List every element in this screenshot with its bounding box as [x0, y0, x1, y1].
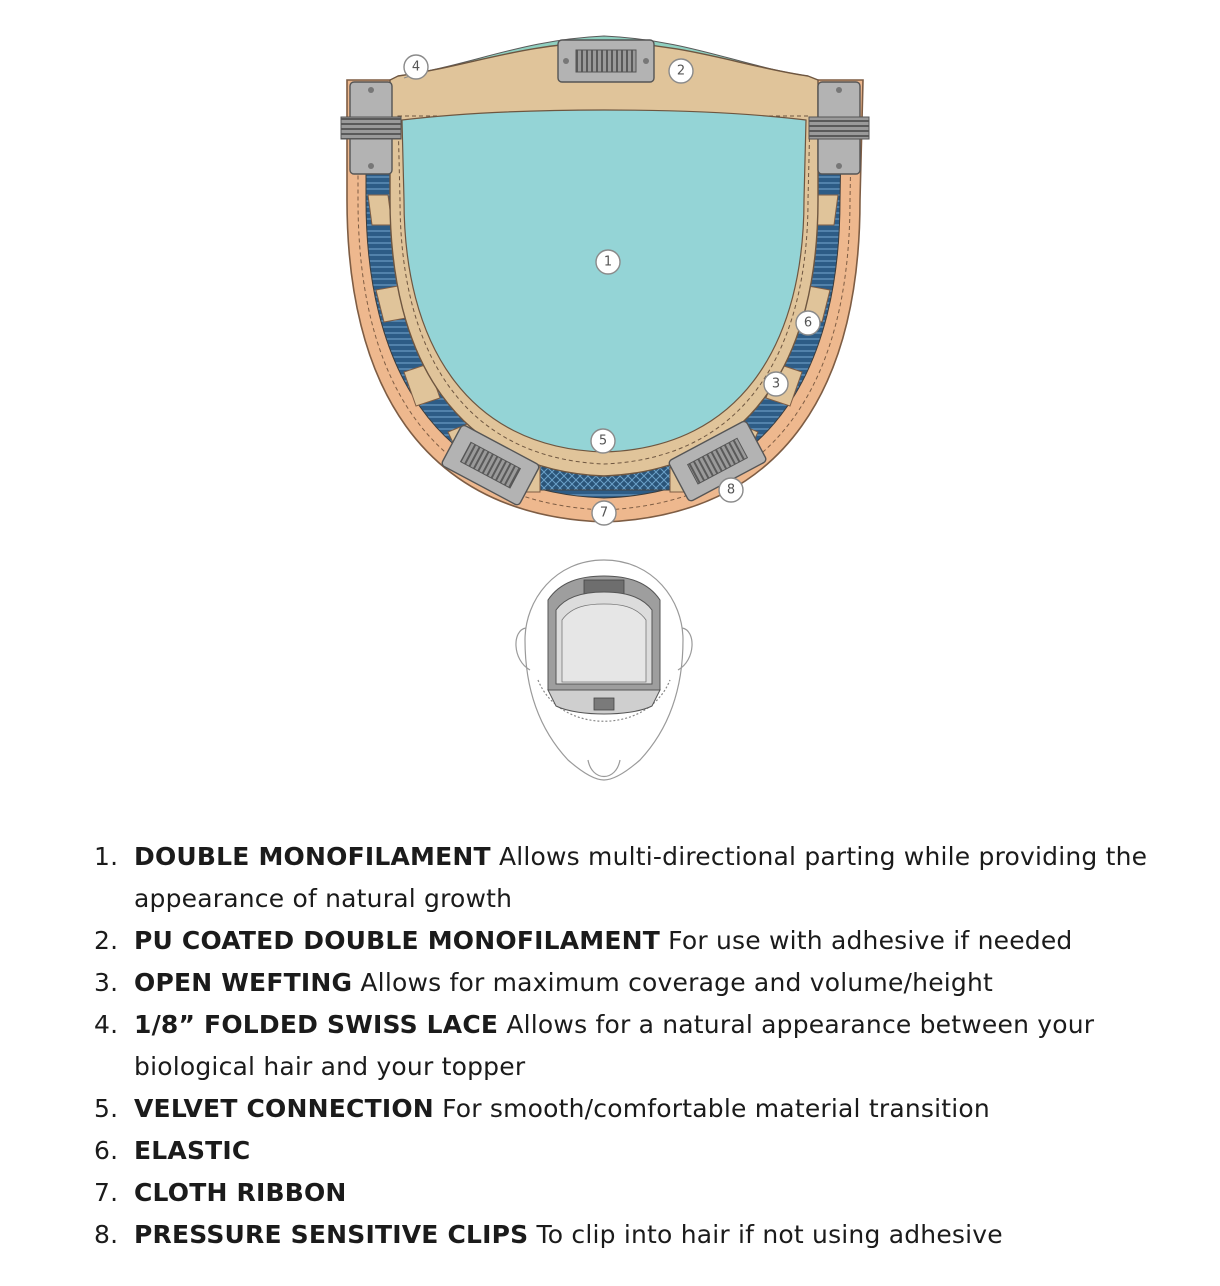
- svg-text:3: 3: [771, 376, 781, 392]
- svg-text:1: 1: [603, 254, 613, 270]
- head-top-view-illustration: [516, 560, 692, 780]
- callout-6: [796, 311, 820, 335]
- callout-4: [404, 55, 428, 79]
- svg-text:7: 7: [599, 505, 609, 521]
- legend-item: 6. ELASTIC: [94, 1136, 251, 1165]
- callout-5: [591, 429, 615, 453]
- svg-text:5: 5: [598, 433, 608, 449]
- pressure-sensitive-clip-right: [809, 82, 869, 174]
- callout-7: [592, 501, 616, 525]
- callout-1: [596, 250, 620, 274]
- callout-8: [719, 478, 743, 502]
- legend-item: 1. DOUBLE MONOFILAMENT Allows multi-directional parting while providing the appearance of natural growth: [94, 842, 1148, 913]
- legend-item: 7. CLOTH RIBBON: [94, 1178, 347, 1207]
- pressure-sensitive-clip-top: [558, 40, 654, 82]
- svg-text:2: 2: [676, 63, 686, 79]
- callout-3: [764, 372, 788, 396]
- legend-item: 3. OPEN WEFTING Allows for maximum coverage and volume/height: [94, 968, 994, 997]
- legend-item: 4. 1/8” FOLDED SWISS LACE Allows for a natural appearance between your biological hair and your topper: [94, 1010, 1095, 1081]
- feature-legend: [92, 836, 1152, 1256]
- svg-text:8: 8: [726, 482, 736, 498]
- legend-item: 8. PRESSURE SENSITIVE CLIPS To clip into hair if not using adhesive: [94, 1220, 1003, 1249]
- svg-text:4: 4: [411, 59, 421, 75]
- legend-item: 2. PU COATED DOUBLE MONOFILAMENT For use with adhesive if needed: [94, 926, 1073, 955]
- svg-text:6: 6: [803, 315, 813, 331]
- legend-item: 5. VELVET CONNECTION For smooth/comfortable material transition: [94, 1094, 990, 1123]
- pressure-sensitive-clip-left: [341, 82, 401, 174]
- callout-2: [669, 59, 693, 83]
